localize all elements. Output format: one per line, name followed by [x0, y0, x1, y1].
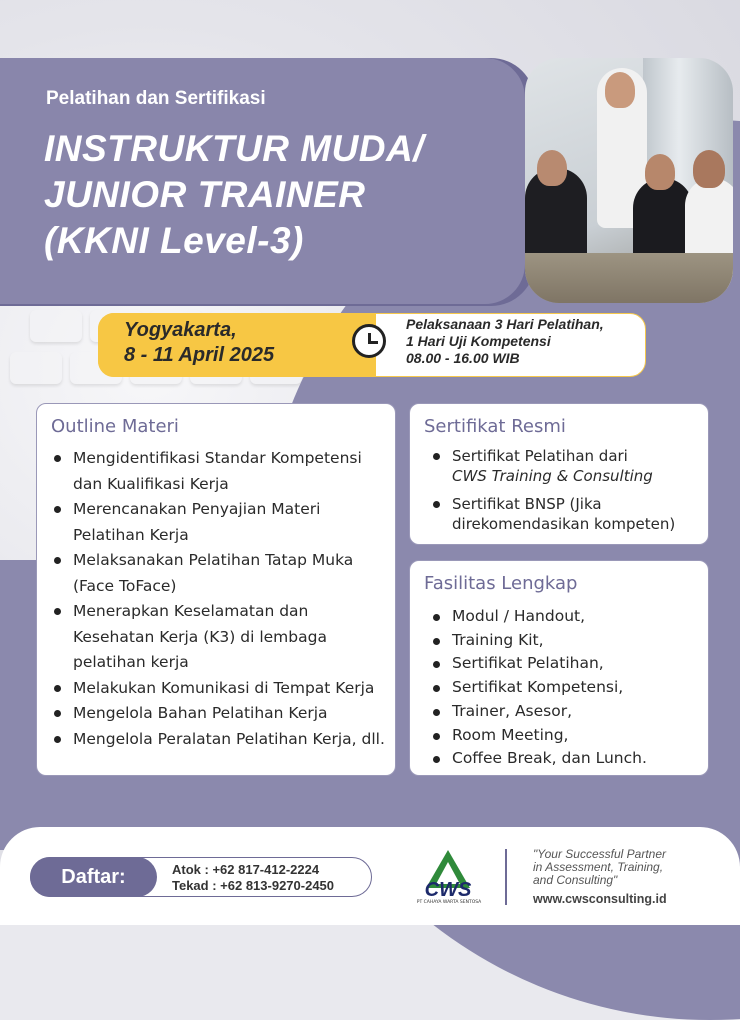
schedule-line-1: Pelaksanaan 3 Hari Pelatihan, [406, 316, 604, 332]
contact-atok[interactable]: Atok : +62 817-412-2224 [172, 862, 320, 877]
contact-tekad[interactable]: Tekad : +62 813-9270-2450 [172, 878, 335, 893]
list-item: Mengelola Bahan Pelatihan Kerja [51, 701, 387, 727]
list-item [430, 446, 705, 486]
footer-divider [505, 849, 507, 905]
tagline-line-1: "Your Successful Partner [533, 847, 666, 861]
cws-logo [418, 848, 478, 908]
person-2-head [537, 150, 567, 186]
tagline [533, 848, 666, 887]
list-item: Modul / Handout, [430, 605, 705, 629]
outline-heading: Outline Materi [51, 416, 179, 437]
certificate-card [409, 403, 709, 545]
person-3-head [645, 154, 675, 190]
location-city: Yogyakarta, [124, 319, 237, 341]
certificate-heading: Sertifikat Resmi [424, 416, 566, 437]
contact-numbers [172, 862, 334, 894]
list-item: Room Meeting, [430, 724, 705, 748]
list-item: Mengelola Peralatan Pelatihan Kerja, dll. [51, 727, 387, 753]
person-4-head [693, 150, 725, 188]
outline-card [36, 403, 396, 776]
person-1-head [605, 72, 635, 108]
list-item: Coffee Break, dan Lunch. [430, 747, 705, 771]
list-item: Training Kit, [430, 629, 705, 653]
logo-text: CWS [424, 879, 472, 901]
title-line-3: (KKNI Level-3) [44, 220, 304, 261]
schedule-line-3: 08.00 - 16.00 WIB [406, 350, 520, 366]
list-item: Mengidentifikasi Standar Kompetensi dan Kualifikasi Kerja [51, 446, 387, 497]
logo-caption: PT CAHAYA WARTA SENTOSA [416, 900, 482, 905]
schedule-details [406, 316, 604, 367]
tagline-line-3: and Consulting" [533, 873, 618, 887]
outline-list [51, 446, 387, 752]
program-subtitle: Pelatihan dan Sertifikasi [46, 88, 266, 109]
facilities-list [430, 605, 705, 771]
list-item: Sertifikat BNSP (Jika direkomendasikan kompeten) [430, 494, 705, 534]
program-title [44, 126, 424, 264]
list-item: Trainer, Asesor, [430, 700, 705, 724]
photo-table [525, 253, 733, 303]
facilities-heading: Fasilitas Lengkap [424, 573, 578, 594]
team-photo [525, 58, 733, 303]
list-item: Sertifikat Kompetensi, [430, 676, 705, 700]
clock-icon [352, 324, 386, 358]
schedule-line-2: 1 Hari Uji Kompetensi [406, 333, 551, 349]
list-item: Melaksanakan Pelatihan Tatap Muka (Face ToFace) [51, 548, 387, 599]
schedule-location [124, 318, 274, 368]
title-line-2: JUNIOR TRAINER [44, 174, 366, 215]
title-line-1: INSTRUKTUR MUDA/ [44, 128, 425, 169]
list-item: Sertifikat Pelatihan, [430, 652, 705, 676]
list-item: Menerapkan Keselamatan dan Kesehatan Kerja (K3) di lembaga pelatihan kerja [51, 599, 387, 676]
facilities-card [409, 560, 709, 776]
website-link[interactable]: www.cwsconsulting.id [533, 892, 667, 906]
certificate-list [430, 446, 705, 542]
certificate-1-prefix: Sertifikat Pelatihan dari [452, 447, 628, 465]
list-item: Merencanakan Penyajian Materi Pelatihan Kerja [51, 497, 387, 548]
list-item: Melakukan Komunikasi di Tempat Kerja [51, 676, 387, 702]
location-dates: 8 - 11 April 2025 [124, 344, 275, 366]
certificate-1-provider: CWS Training & Consulting [452, 467, 653, 485]
register-button[interactable]: Daftar: [30, 857, 157, 897]
tagline-line-2: in Assessment, Training, [533, 860, 664, 874]
